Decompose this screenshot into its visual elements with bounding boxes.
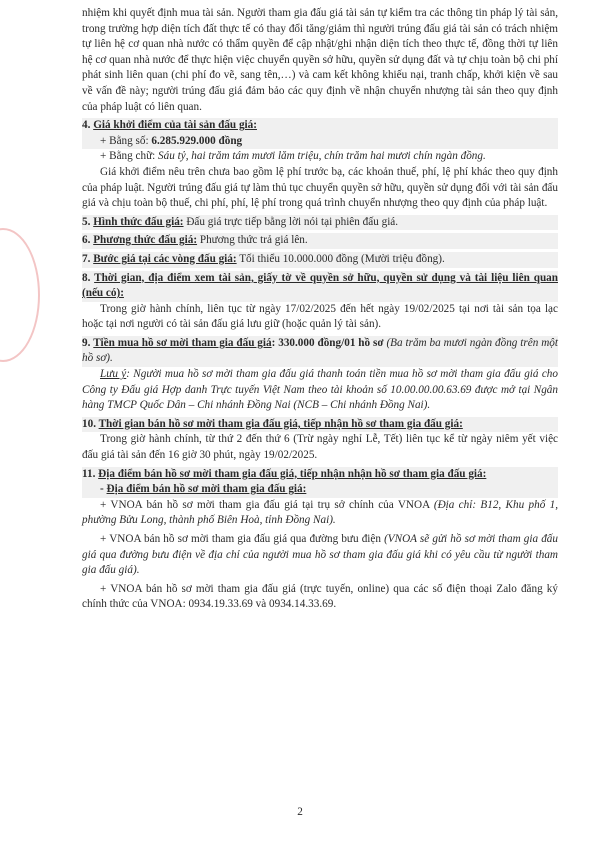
- section-6-number: 6.: [82, 234, 91, 247]
- section-5-title: Hình thức đấu giá:: [93, 215, 184, 228]
- section-11-title: Địa điểm bán hồ sơ mời tham gia đấu giá, tiếp nhận nhận hồ sơ tham gia đấu giá:: [98, 467, 487, 480]
- red-seal-stamp: [0, 228, 40, 362]
- item-2-text: + VNOA bán hồ sơ mời tham gia đấu giá qua đường bưu điện: [100, 533, 385, 545]
- section-4-price-words: [82, 149, 558, 165]
- price-words-label: + Bằng chữ:: [100, 150, 159, 163]
- section-10-text: Trong giờ hành chính, từ thứ 2 đến thứ 6 (Trừ ngày nghỉ Lễ, Tết) liên tục kể từ ngày niêm yết việc đấu giá tài sản đến 16 giờ 30 phút, ngày 19/02/2025.: [82, 433, 558, 462]
- section-9-heading: [82, 336, 558, 367]
- item-1-address: (Địa chỉ: B12, Khu phố 1, phường Bửu Long, thành phố Biên Hoà, tỉnh Đồng Nai).: [82, 498, 558, 527]
- section-7: [82, 252, 558, 268]
- section-9-title: Tiền mua hồ sơ mời tham gia đấu giá: [93, 336, 272, 349]
- section-11-subheading: [82, 482, 558, 498]
- section-4-heading: [82, 118, 558, 134]
- section-4-title: Giá khởi điểm của tài sản đấu giá:: [93, 119, 257, 132]
- note-text: : Người mua hồ sơ mời tham gia đấu giá thanh toán tiền mua hồ sơ mời tham gia đấu giá cho Công ty Đấu giá Hợp danh Trực tuyến Việt Nam theo tài khoản số 10.00.00.00.63.69 được mở tại Ngân hàng TMCP Quốc Dân – Chi nhánh Đồng Nai (NCB – Chi nhánh Đồng Nai).: [82, 368, 558, 412]
- section-8-heading: [82, 271, 558, 302]
- subheading-title: Địa điểm bán hồ sơ mời tham gia đấu giá:: [106, 483, 307, 496]
- section-7-text: Tối thiểu 10.000.000 đồng (Mười triệu đồng).: [236, 252, 445, 265]
- section-9-words: (Ba trăm ba mươi ngàn đồng trên một hồ sơ).: [82, 336, 558, 365]
- price-numbers-value: 6.285.929.000 đồng: [151, 134, 243, 147]
- section-7-title: Bước giá tại các vòng đấu giá:: [93, 252, 237, 265]
- section-10-number: 10.: [82, 417, 96, 430]
- section-4-note: Giá khởi điểm nêu trên chưa bao gồm lệ phí trước bạ, các khoản thuế, phí, lệ phí khác theo quy định của pháp luật. Người trúng đấu giá tự làm thủ tục chuyển quyền sở hữu, quyền sử dụng đối với tài sản đấu giá và chịu toàn bộ thuế, chi phí, phí, lệ phí trong quá trình chuyển nhượng theo quy định của pháp luật.: [82, 165, 558, 210]
- section-10-title: Thời gian bán hồ sơ mời tham gia đấu giá, tiếp nhận hồ sơ tham gia đấu giá:: [98, 417, 463, 430]
- section-8-title: Thời gian, địa điểm xem tài sản, giấy tờ về quyền sở hữu, quyền sử dụng và tài liệu liên quan (nếu có):: [82, 271, 558, 300]
- item-2-detail: (VNOA sẽ gửi hồ sơ mời tham gia đấu giá qua đường bưu điện về địa chỉ của người mua hồ sơ tham gia đấu giá khi có yêu cầu từ người tham gia đấu giá).: [82, 533, 558, 577]
- section-9-number: 9.: [82, 336, 91, 349]
- section-8-text: Trong giờ hành chính, liên tục từ ngày 17/02/2025 đến hết ngày 19/02/2025 tại nơi tài sản tọa lạc hoặc tại nơi người có tài sản đấu giá lưu giữ (hoặc quản lý tài sản).: [82, 302, 558, 331]
- page-number: 2: [297, 806, 303, 818]
- price-numbers-label: + Bằng số:: [100, 134, 152, 147]
- document-body: [82, 6, 558, 613]
- item-1-text: + VNOA bán hồ sơ mời tham gia đấu giá tại trụ sở chính của VNOA: [100, 498, 434, 511]
- section-9-note: [82, 367, 558, 414]
- section-11-item-1: [82, 498, 558, 529]
- price-words-value: Sáu tỷ, hai trăm tám mươi lăm triệu, chín trăm hai mươi chín ngàn đồng.: [158, 150, 486, 163]
- section-5-text: Đấu giá trực tiếp bằng lời nói tại phiên đấu giá.: [183, 215, 399, 228]
- intro-paragraph: nhiệm khi quyết định mua tài sản. Người tham gia đấu giá tài sản tự kiểm tra các thông tin pháp lý tài sản, trong trường hợp diện tích đất thực tế có thay đổi tăng/giảm thì người trúng đấu giá tài sản có trách nhiệm tự liên hệ cơ quan nhà nước có thẩm quyền để cập nhật/ghi nhận diện tích theo thực tế, đồng thời tự liên hệ cơ quan nhà nước để thực hiện việc chuyển quyền sở hữu, quyền sử dụng đất và tự chịu toàn bộ chi phí phát sinh liên quan (chi phí đo vẽ, sang tên,…) và cam kết không khiếu nại, tranh chấp, khởi kiện về sau về vấn đề này; người trúng đấu giá đảm bảo các quy định về nhận chuyển nhượng tài sản theo quy định của pháp luật có liên quan.: [82, 7, 558, 113]
- section-5: [82, 215, 558, 231]
- section-9-value: : 330.000 đồng/01 hồ sơ: [271, 336, 384, 349]
- section-5-number: 5.: [82, 215, 91, 228]
- subheading-dash: -: [100, 483, 107, 496]
- section-6-text: Phương thức trả giá lên.: [197, 234, 308, 247]
- section-10-heading: [82, 417, 558, 433]
- section-8-number: 8.: [82, 271, 91, 284]
- section-4-price-numbers: [82, 134, 558, 150]
- section-4-number: 4.: [82, 119, 91, 132]
- section-7-number: 7.: [82, 252, 91, 265]
- section-6: [82, 233, 558, 249]
- note-label: Lưu ý: [100, 368, 127, 381]
- section-11-heading: [82, 467, 558, 483]
- section-11-item-2: [82, 532, 558, 579]
- section-11-item-3: + VNOA bán hồ sơ mời tham gia đấu giá (trực tuyến, online) qua các số điện thoại Zalo đăng ký chính thức của VNOA: 0934.19.33.69 và 0934.14.33.69.: [82, 582, 558, 611]
- section-6-title: Phương thức đấu giá:: [93, 234, 198, 247]
- section-11-number: 11.: [82, 467, 96, 480]
